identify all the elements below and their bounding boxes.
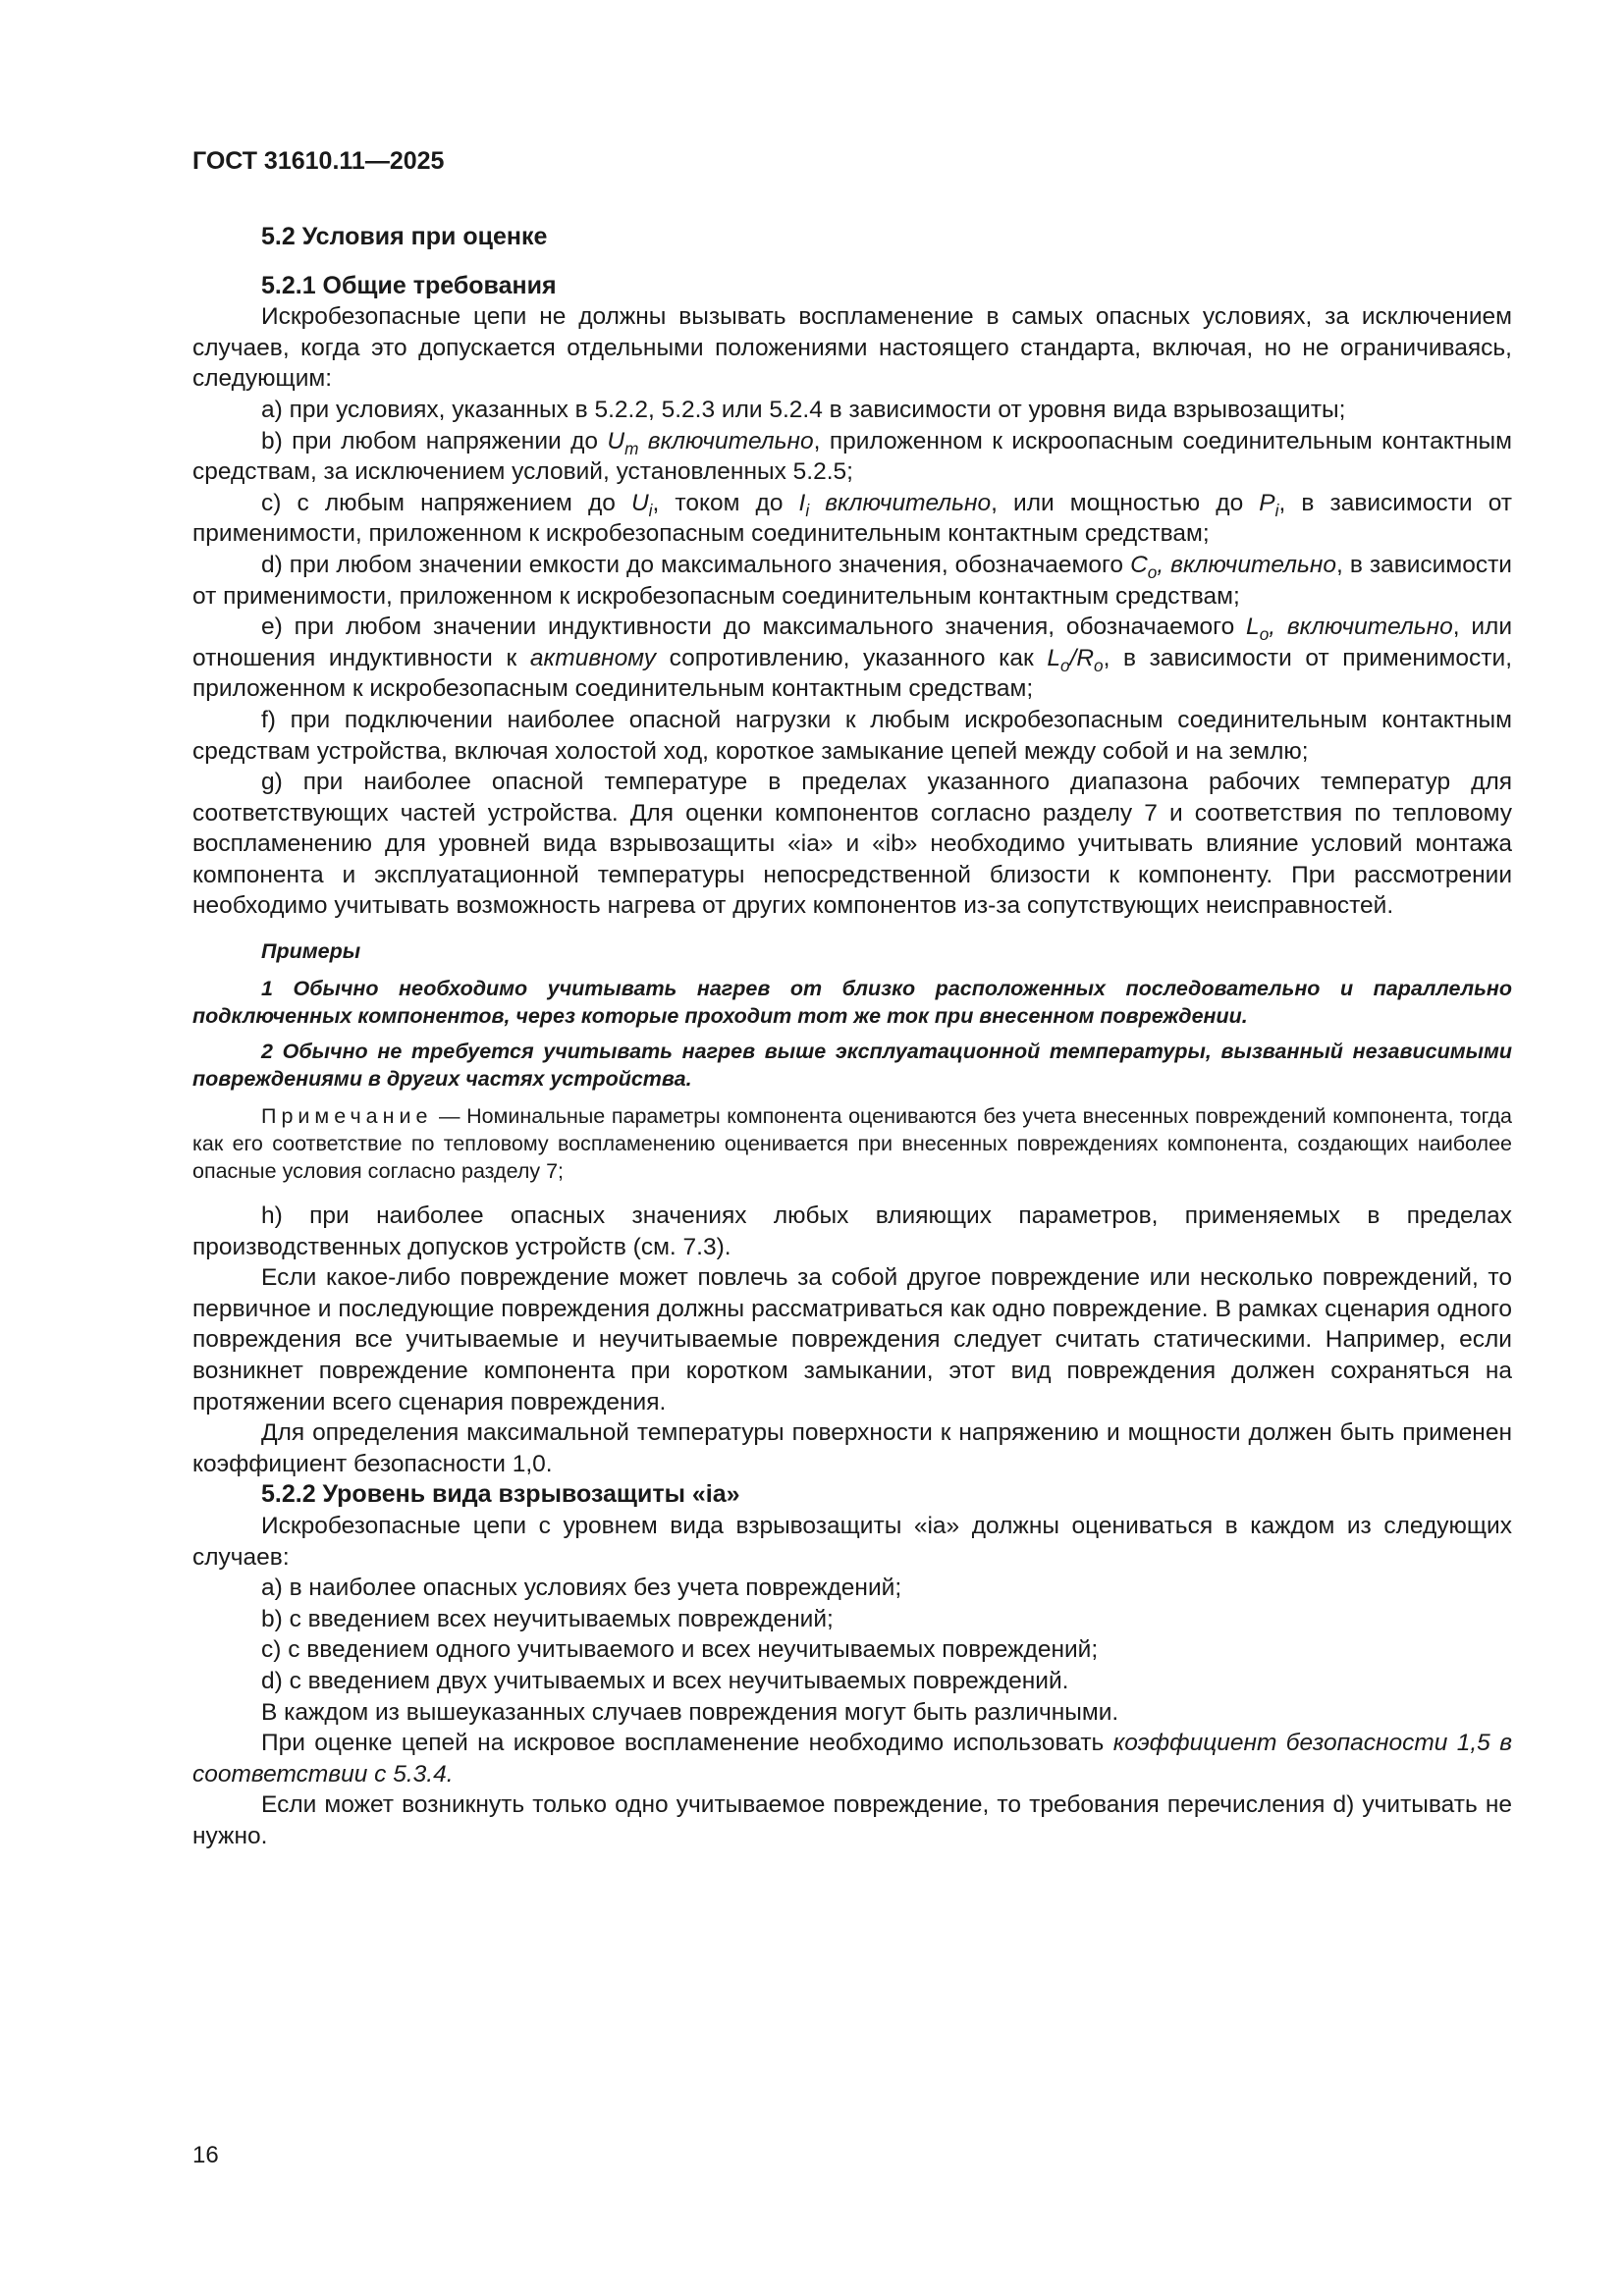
subsection-title-ia: 5.2.2 Уровень вида взрывозащиты «ia» (261, 1480, 740, 1509)
example-2: 2 Обычно не требуется учитывать нагрев выше эксплуатационной температуры, вызванный независимыми повреждениями в других частях устройства. (192, 1040, 1512, 1092)
note-label: Примечание (261, 1104, 433, 1129)
paragraph-safety-factor: Для определения максимальной температуры поверхности к напряжению и мощности должен быть применен коэффициент безопасности 1,0. (192, 1419, 1512, 1477)
paragraph-different-faults: В каждом из вышеуказанных случаев повреждения могут быть различными. (261, 1698, 1119, 1726)
section-title: 5.2 Условия при оценке (261, 223, 548, 250)
paragraph-single-fault: Если может возникнуть только одно учитываемое повреждение, то требования перечисления d) учитывать не нужно. (192, 1791, 1512, 1849)
ia-item-d: d) с введением двух учитываемых и всех неучитываемых повреждений. (261, 1667, 1069, 1694)
list-item-b: b) при любом напряжении до $U_m$ включительно, приложенном к искроопасным соединительным контактным средствам, за исключением условий, установленных 5.2.5; (192, 427, 1512, 486)
paragraph-ia-intro: Искробезопасные цепи с уровнем вида взрывозащиты «ia» должны оцениваться в каждом из следующих случаев: (192, 1513, 1512, 1571)
ia-item-a: а) в наиболее опасных условиях без учета повреждений; (261, 1575, 902, 1602)
list-item-h: h) при наиболее опасных значениях любых влияющих параметров, применяемых в пределах производственных допусков устройств (см. 7.3). (192, 1202, 1512, 1260)
list-item-d: d) при любом значении емкости до максимального значения, обозначаемого $C_o$, включительно, в зависимости от применимости, приложенном к искробезопасным соединительным контактным средствам; (192, 551, 1512, 610)
subsection-title-general: 5.2.1 Общие требования (261, 271, 557, 299)
paragraph-spark-ignition: При оценке цепей на искровое воспламенение необходимо использовать коэффициент безопасности 1,5 в соответствии с 5.3.4. (192, 1730, 1512, 1788)
ia-item-c: c) с введением одного учитываемого и всех неучитываемых повреждений; (261, 1636, 1099, 1664)
note: Примечание — Номинальные параметры компонента оцениваются без учета внесенных повреждений компонента, тогда как его соответствие по тепловому воспламенению оценивается при внесенных повреждениях компонента, создающих наиболее опасные условия согласно разделу 7; (192, 1104, 1512, 1184)
paragraph-intro: Искробезопасные цепи не должны вызывать воспламенение в самых опасных условиях, за исключением случаев, когда это допускается отдельными положениями настоящего стандарта, включая, но не ограничиваясь, следующим: (192, 303, 1512, 393)
paragraph-fault-scenario: Если какое-либо повреждение может повлечь за собой другое повреждение или несколько повреждений, то первичное и последующие повреждения должны рассматриваться как одно повреждение. В рамках сценария одного повреждения все учитываемые и неучитываемые повреждения следует считать статическими. Например, если возникнет повреждение компонента при коротком замыкании, этот вид повреждения должен сохраняться на протяжении всего сценария повреждения. (192, 1264, 1512, 1415)
example-1: 1 Обычно необходимо учитывать нагрев от близко расположенных последовательно и параллельно подключенных компонентов, через которые проходит тот же ток при внесенном повреждении. (192, 977, 1512, 1029)
page-number: 16 (192, 2142, 219, 2168)
list-item-a: а) при условиях, указанных в 5.2.2, 5.2.3 или 5.2.4 в зависимости от уровня вида взрывозащиты; (261, 396, 1346, 423)
list-item-g: g) при наиболее опасной температуре в пределах указанного диапазона рабочих температур для соответствующих частей устройства. Для оценки компонентов согласно разделу 7 и соответствия по тепловому воспламенению для уровней вида взрывозащиты «ia» и «ib» необходимо учитывать влияние условий монтажа компонента и эксплуатационной температуры непосредственной близости к компоненту. При рассмотрении необходимо учитывать возможность нагрева от других компонентов из-за сопутствующих неисправностей. (192, 769, 1512, 920)
list-item-f: f) при подключении наиболее опасной нагрузки к любым искробезопасным соединительным контактным средствам устройства, включая холостой ход, короткое замыкание цепей между собой и на землю; (192, 706, 1512, 765)
list-item-e: e) при любом значении индуктивности до максимального значения, обозначаемого $L_o$, включительно, или отношения индуктивности к активному сопротивлению, указанного как $L_o/R_o$, в зависимости от применимости, приложенном к искробезопасным соединительным контактным средствам; (192, 614, 1513, 703)
examples-title: Примеры (261, 939, 361, 964)
document-body (192, 222, 1512, 1852)
document-header: ГОСТ 31610.11—2025 (192, 147, 445, 175)
list-item-c: c) с любым напряжением до $U_i$, током до $I_i$ включительно, или мощностью до $P_i$, в зависимости от применимости, приложенном к искробезопасным соединительным контактным средствам; (192, 489, 1512, 548)
ia-item-b: b) с введением всех неучитываемых повреждений; (261, 1605, 834, 1632)
